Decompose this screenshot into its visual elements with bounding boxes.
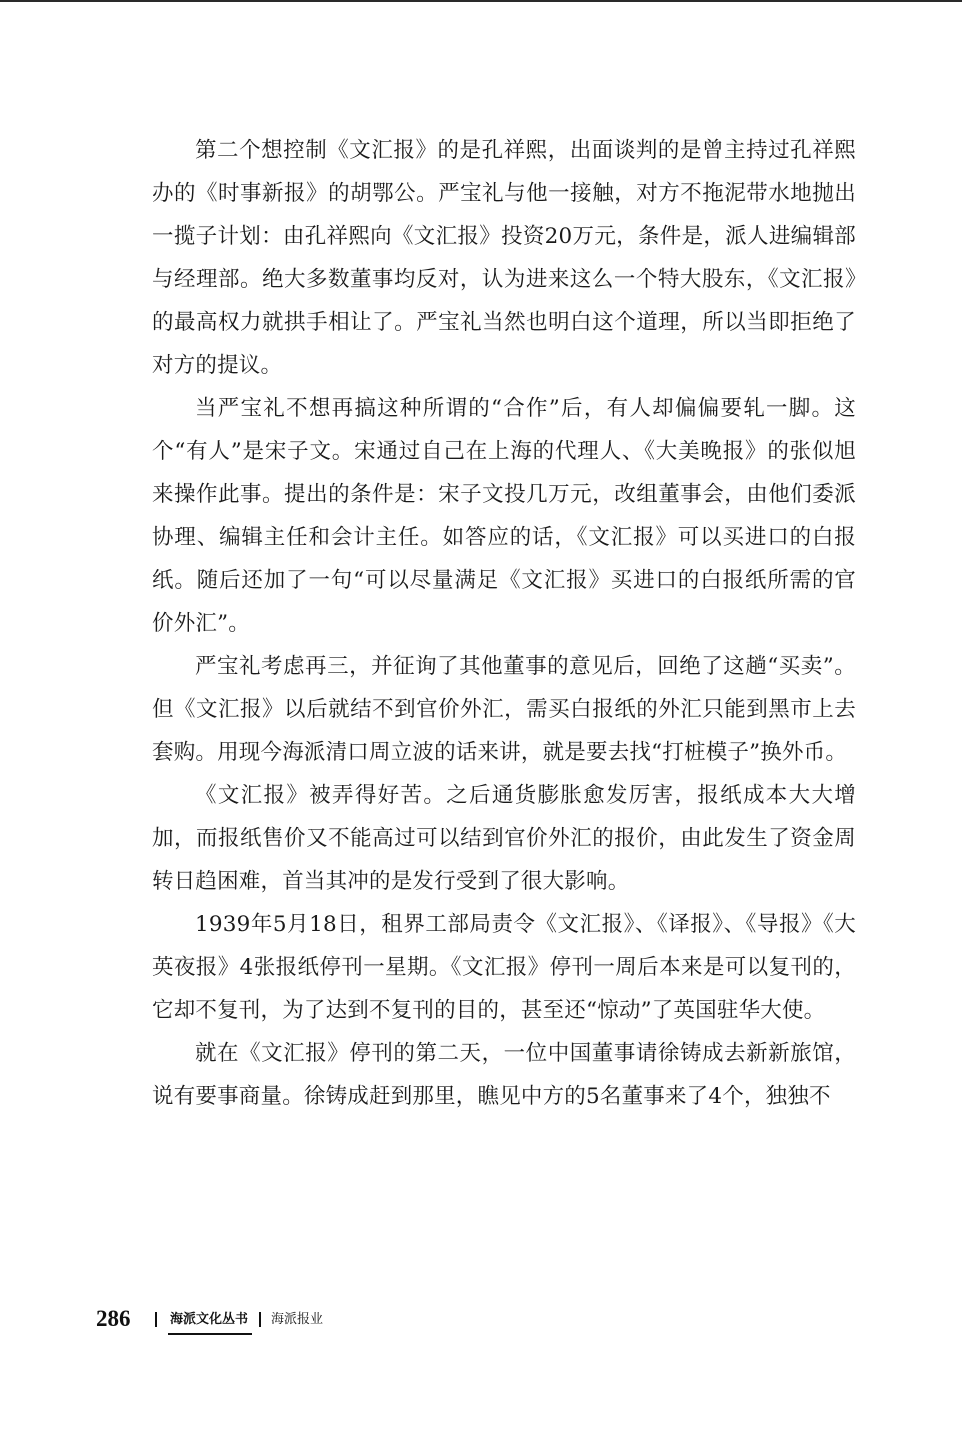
footer-separator: [155, 1312, 157, 1327]
page-footer: [96, 1304, 496, 1344]
paragraph-4: 《文汇报》被弄得好苦。之后通货膨胀愈发厉害，报纸成本大大增加，而报纸售价又不能高过可以结到官价外汇的报价，由此发生了资金周转日趋困难，首当其冲的是发行受到了很大影响。: [152, 783, 856, 894]
series-name: 海派文化丛书: [170, 1312, 249, 1327]
paragraph-6: 就在《文汇报》停刊的第二天，一位中国董事请徐铸成去新新旅馆，说有要事商量。徐铸成赶到那里，瞧见中方的5名董事来了4个，独独不: [152, 1041, 856, 1109]
series-underline: [168, 1333, 252, 1335]
footer-separator: [259, 1312, 261, 1327]
page-number: 286: [96, 1306, 131, 1331]
paragraph-2: 当严宝礼不想再搞这种所谓的“合作”后，有人却偏偏要轧一脚。这个“有人”是宋子文。宋通过自己在上海的代理人、《大美晚报》的张似旭来操作此事。提出的条件是：宋子文投几万元，改组董事会，由他们委派协理、编辑主任和会计主任。如答应的话，《文汇报》可以买进口的白报纸。随后还加了一句“可以尽量满足《文汇报》买进口的白报纸所需的官价外汇”。: [152, 396, 856, 636]
body-text: [152, 129, 856, 1118]
paragraph-3: 严宝礼考虑再三，并征询了其他董事的意见后，回绝了这趟“买卖”。但《文汇报》以后就结不到官价外汇，需买白报纸的外汇只能到黑市上去套购。用现今海派清口周立波的话来讲，就是要去找“打桩模子”换外币。: [152, 654, 856, 765]
paragraph-5: 1939年5月18日，租界工部局责令《文汇报》、《译报》、《导报》《大英夜报》4张报纸停刊一星期。《文汇报》停刊一周后本来是可以复刊的，它却不复刊，为了达到不复刊的目的，甚至还“惊动”了英国驻华大使。: [152, 912, 856, 1023]
book-title: 海派报业: [271, 1312, 324, 1327]
paragraph-1: 第二个想控制《文汇报》的是孔祥熙，出面谈判的是曾主持过孔祥熙办的《时事新报》的胡鄂公。严宝礼与他一接触，对方不拖泥带水地抛出一揽子计划：由孔祥熙向《文汇报》投资20万元，条件是，派人进编辑部与经理部。绝大多数董事均反对，认为进来这么一个特大股东，《文汇报》的最高权力就拱手相让了。严宝礼当然也明白这个道理，所以当即拒绝了对方的提议。: [152, 138, 856, 378]
top-border-rule: [0, 0, 962, 2]
